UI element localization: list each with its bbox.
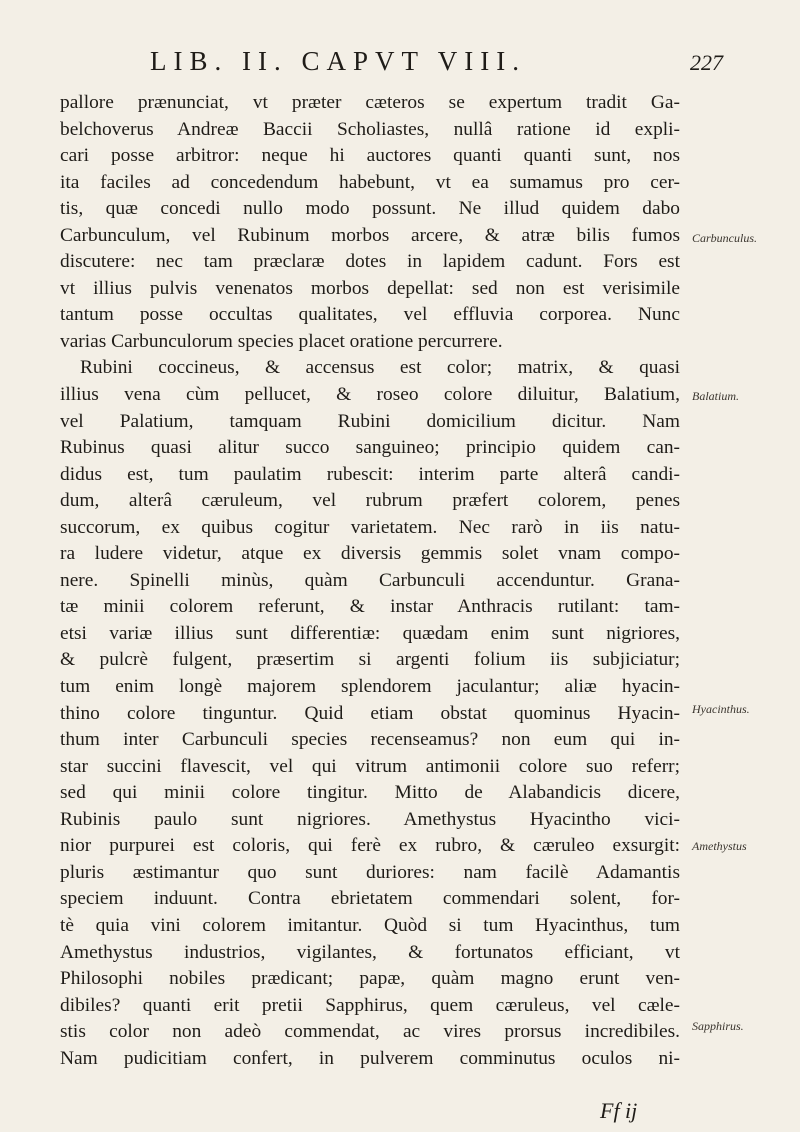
- text-line: Nam pudicitiam confert, in pulverem comminutus oculos ni-: [60, 1047, 680, 1069]
- text-line: ita faciles ad concedendum habebunt, vt ea sumamus pro cer-: [60, 171, 680, 193]
- signature-mark: Ff ij: [600, 1098, 638, 1123]
- text-line: speciem induunt. Contra ebrietatem commendari solent, for-: [60, 888, 680, 910]
- text-line: vel Palatium, tamquam Rubini domicilium dicitur. Nam: [60, 410, 680, 432]
- text-line: succorum, ex quibus cogitur varietatem. Nec rarò in iis natu-: [60, 516, 680, 538]
- text-line: tum enim longè majorem splendorem jaculantur; aliæ hyacin-: [60, 676, 680, 698]
- text-line: Amethystus industrios, vigilantes, & fortunatos efficiant, vt: [60, 941, 680, 963]
- page-number: 227: [690, 50, 723, 75]
- text-line: thum inter Carbunculi species recenseamus? non eum qui in-: [60, 729, 680, 751]
- margin-note-balatium: Balatium.: [692, 389, 739, 403]
- text-line: pallore prænunciat, vt præter cæteros se expertum tradit Ga-: [60, 92, 680, 113]
- text-line: didus est, tum paulatim rubescit: interim parte alterâ candi-: [60, 463, 680, 485]
- text-line: ra ludere videtur, atque ex diversis gemmis solet vnam compo-: [60, 543, 680, 565]
- text-line: tantum posse occultas qualitates, vel effluvia corporea. Nunc: [60, 304, 680, 326]
- text-line: nior purpurei est coloris, qui ferè ex rubro, & cæruleo exsurgit:: [60, 835, 680, 857]
- margin-note-carbunculus: Carbunculus.: [692, 231, 758, 245]
- running-head-title: LIB. II. CAPVT VIII.: [150, 46, 526, 76]
- text-line: Rubinus quasi alitur succo sanguineo; principio quidem can-: [60, 437, 680, 459]
- margin-note-amethystus: Amethystus: [692, 839, 747, 853]
- margin-note-hyacinthus: Hyacinthus.: [692, 702, 750, 716]
- text-line: cari posse arbitror: neque hi auctores quanti quanti sunt, nos: [60, 145, 680, 167]
- text-line: thino colore tinguntur. Quid etiam obstat quominus Hyacin-: [60, 702, 680, 724]
- text-line: dum, alterâ cæruleum, vel rubrum præfert colorem, penes: [60, 490, 680, 512]
- text-line: & pulcrè fulgent, præsertim si argenti folium iis subjiciatur;: [60, 649, 680, 671]
- running-head: [0, 40, 800, 80]
- text-line: illius vena cùm pellucet, & roseo colore diluitur, Balatium,: [60, 384, 680, 406]
- text-line: Carbunculum, vel Rubinum morbos arcere, & atræ bilis fumos: [60, 224, 680, 246]
- text-line: belchoverus Andreæ Baccii Scholiastes, nullâ ratione id expli-: [60, 118, 680, 140]
- text-line: dibiles? quanti erit pretii Sapphirus, quem cæruleus, vel cæle-: [60, 994, 680, 1016]
- text-line: discutere: nec tam præclaræ dotes in lapidem cadunt. Fors est: [60, 251, 680, 273]
- text-line: pluris æstimantur quo sunt duriores: nam facilè Adamantis: [60, 861, 680, 883]
- text-line: nere. Spinelli minùs, quàm Carbunculi accenduntur. Grana-: [60, 569, 680, 591]
- text-line: vt illius pulvis venenatos morbos depellat: sed non est verisimile: [60, 277, 680, 299]
- text-line: Philosophi nobiles prædicant; papæ, quàm magno erunt ven-: [60, 968, 680, 990]
- text-line: tè quia vini colorem imitantur. Quòd si tum Hyacinthus, tum: [60, 914, 680, 936]
- text-line: tæ minii colorem referunt, & instar Anthracis rutilant: tam-: [60, 596, 680, 618]
- margin-note-sapphirus: Sapphirus.: [692, 1019, 744, 1033]
- text-line: Rubinis paulo sunt nigriores. Amethystus Hyacintho vici-: [60, 808, 680, 830]
- text-line: stis color non adeò commendat, ac vires prorsus incredibiles.: [60, 1021, 680, 1043]
- text-line: etsi variæ illius sunt differentiæ: quædam enim sunt nigriores,: [60, 622, 680, 644]
- text-line: tis, quæ concedi nullo modo possunt. Ne illud quidem dabo: [60, 198, 680, 220]
- body-text: [60, 90, 680, 1072]
- text-line: star succini flavescit, vel qui vitrum antimonii colore suo referr;: [60, 755, 680, 777]
- text-line: Rubini coccineus, & accensus est color; matrix, & quasi: [80, 357, 680, 379]
- text-line: sed qui minii colore tingitur. Mitto de Alabandicis dicere,: [60, 782, 680, 804]
- text-line: varias Carbunculorum species placet oratione percurrere.: [60, 330, 503, 352]
